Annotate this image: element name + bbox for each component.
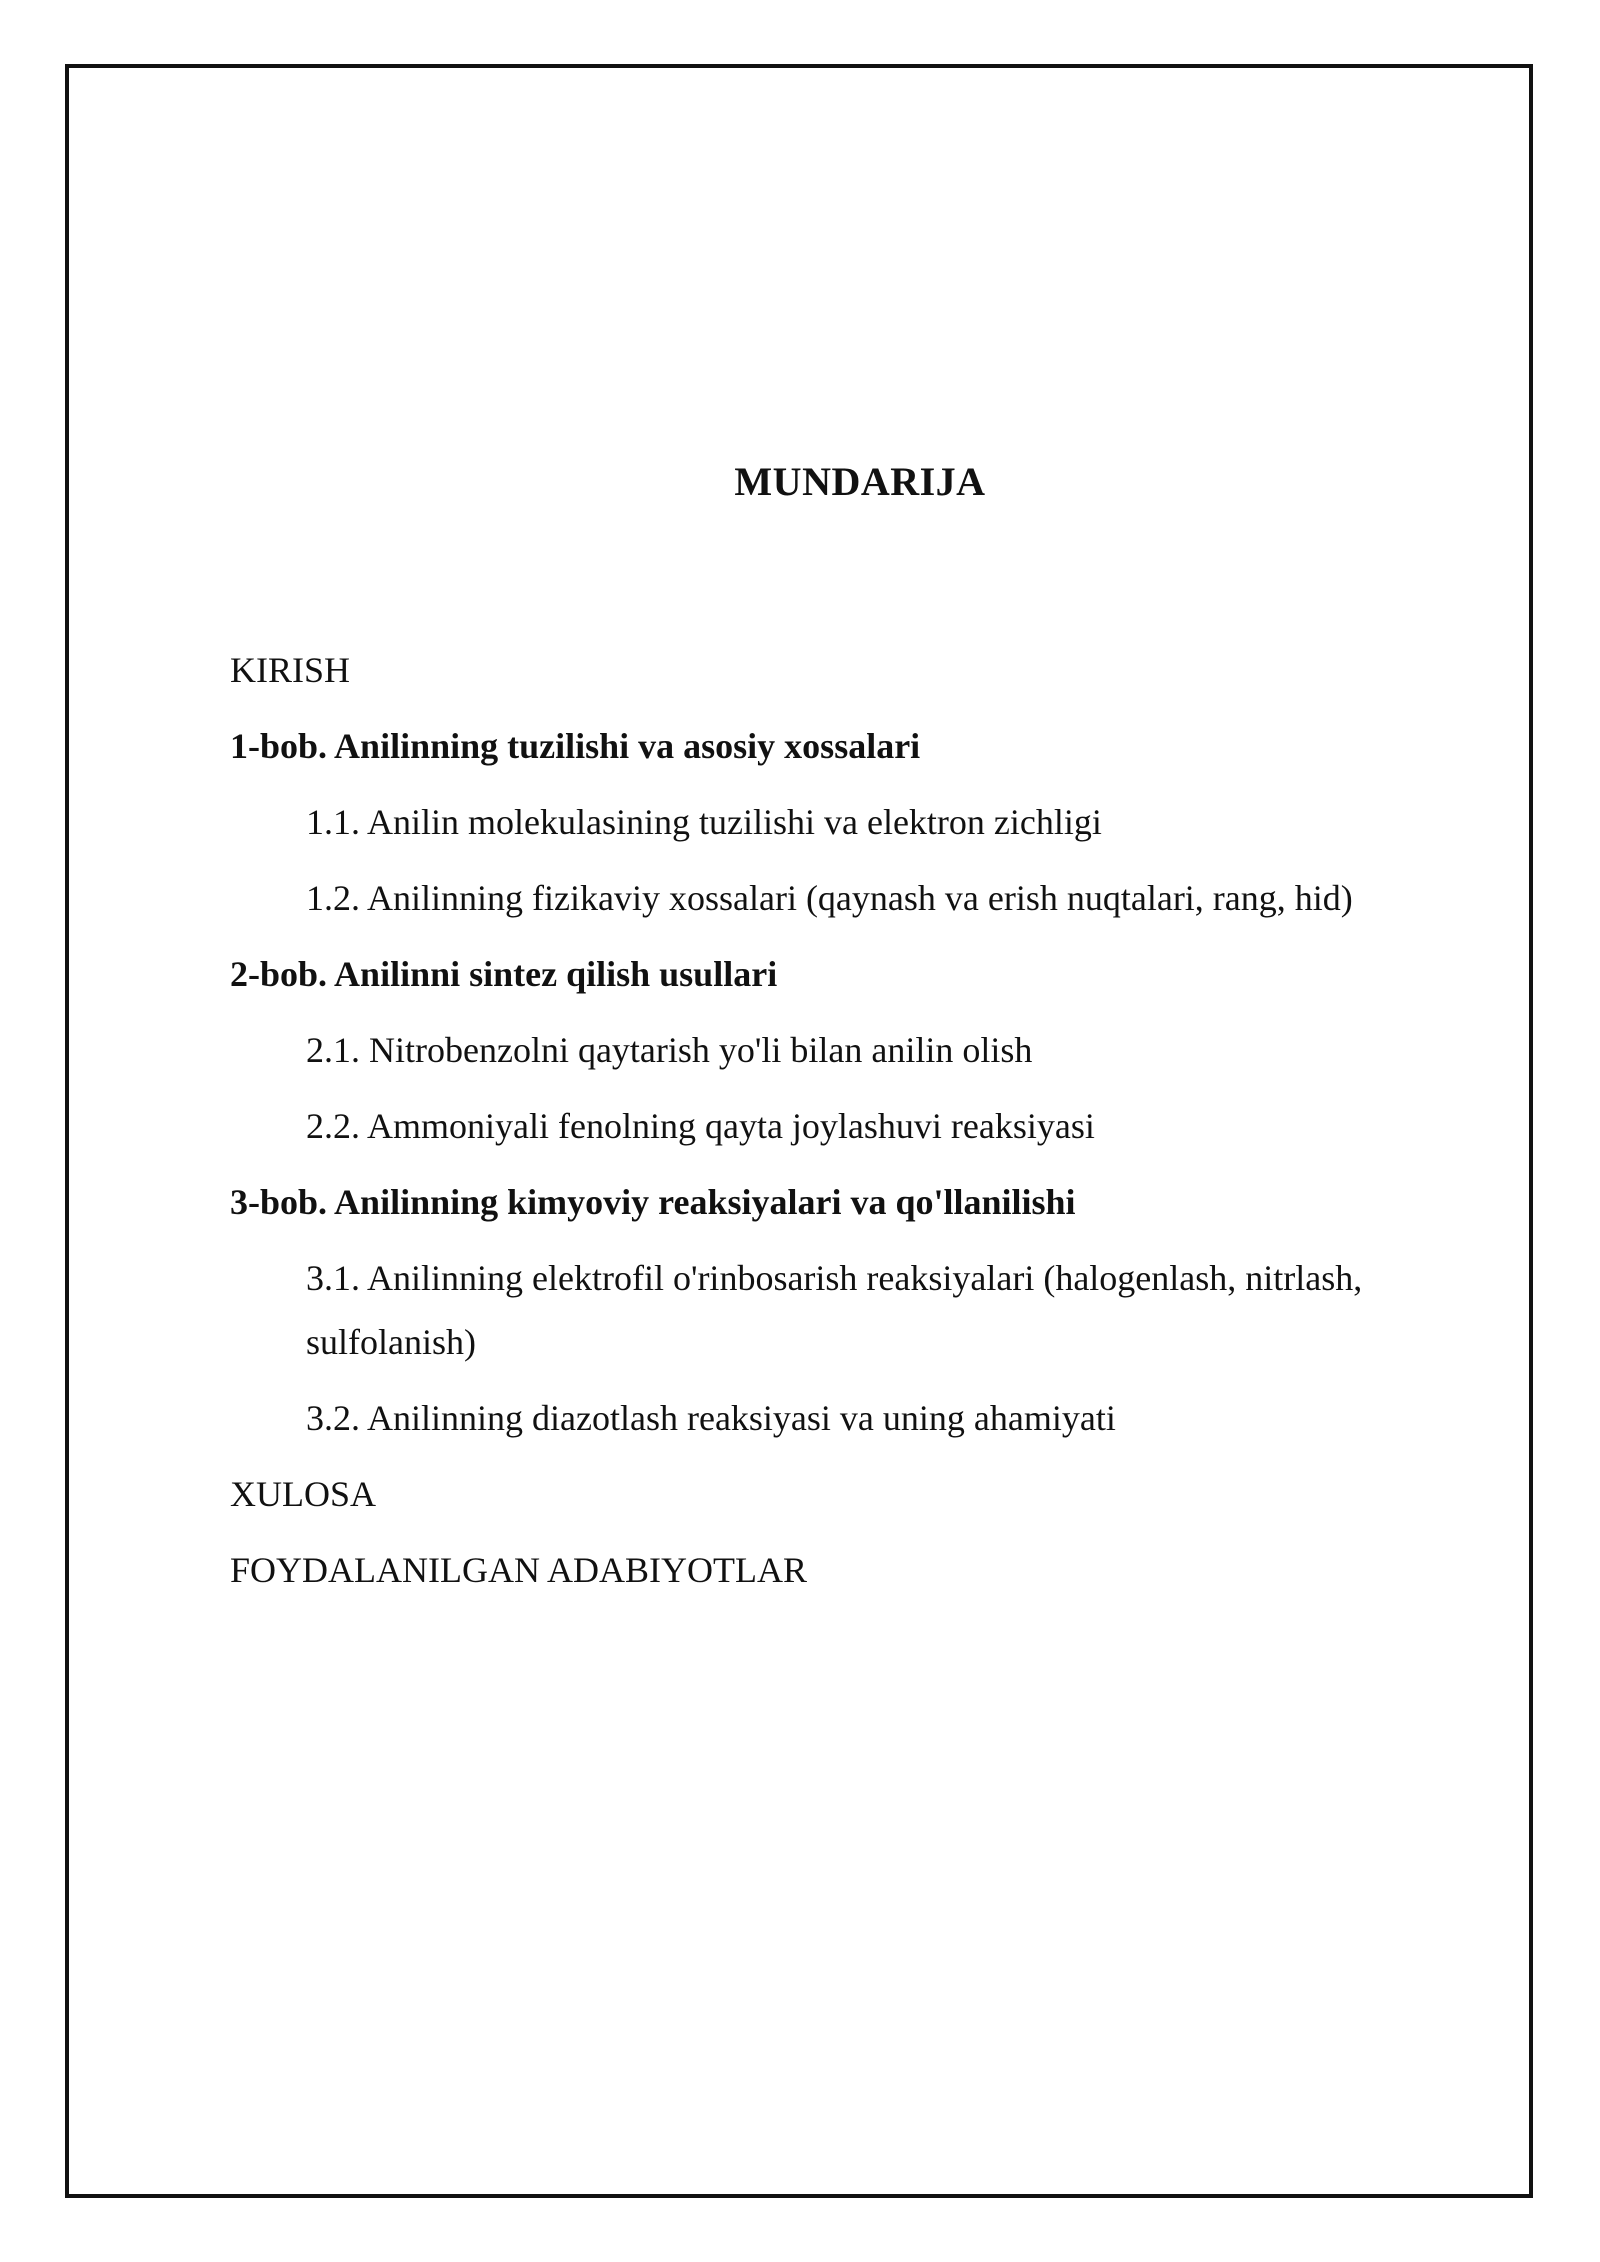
page-title: MUNDARIJA: [734, 459, 986, 504]
toc-section-3-1: 3.1. Anilinning elektrofil o'rinbosarish reaksiyalari (halogenlash, nitrlash, sulfolanish): [306, 1258, 1363, 1362]
toc-chapter-3: 3-bob. Anilinning kimyoviy reaksiyalari va qo'llanilishi: [230, 1182, 1076, 1222]
toc-chapter-2: 2-bob. Anilinni sintez qilish usullari: [230, 954, 778, 994]
toc-chapter-1: 1-bob. Anilinning tuzilishi va asosiy xossalari: [230, 726, 921, 766]
toc-section-1-2: 1.2. Anilinning fizikaviy xossalari (qaynash va erish nuqtalari, rang, hid): [306, 878, 1353, 918]
toc-section-2-1: 2.1. Nitrobenzolni qaytarish yo'li bilan anilin olish: [306, 1030, 1033, 1070]
toc-entry-introduction: KIRISH: [230, 650, 351, 690]
toc-section-1-1: 1.1. Anilin molekulasining tuzilishi va elektron zichligi: [306, 802, 1102, 842]
toc-section-2-2: 2.2. Ammoniyali fenolning qayta joylashuvi reaksiyasi: [306, 1106, 1095, 1146]
toc-entry-conclusion: XULOSA: [230, 1474, 377, 1514]
table-of-contents: [230, 638, 1430, 1614]
toc-entry-references: FOYDALANILGAN ADABIYOTLAR: [230, 1550, 807, 1590]
toc-section-3-2: 3.2. Anilinning diazotlash reaksiyasi va uning ahamiyati: [306, 1398, 1116, 1438]
